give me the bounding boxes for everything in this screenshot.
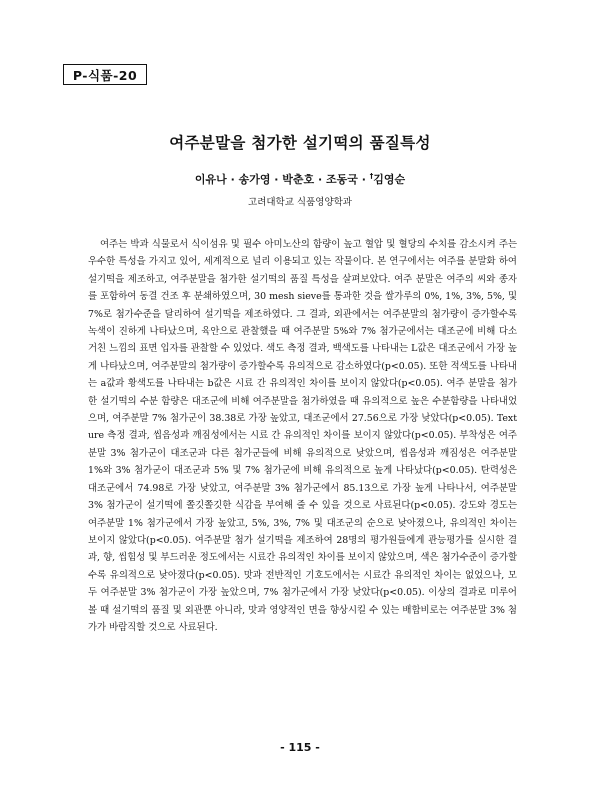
corresponding-author-mark: † (369, 172, 374, 180)
authors-main: 이유나 · 송가영 · 박춘호 · 조동국 · (194, 173, 370, 186)
abstract-body: 여주는 박과 식물로서 식이섬유 및 필수 아미노산의 함량이 높고 혈압 및 혈당의 수치를 감소시켜 주는 우수한 특성을 가지고 있어, 세계적으로 널리 이용되고 있는 작물이다. 본 연구에서는 여주를 분말화 하여 설기떡을 제조하고, 여주분말을 첨가한 설기떡의 품질 특성을 살펴보았다. 여주 분말은 여주의 씨와 종자를 포함하여 동결 건조 후 분쇄하였으며, 30 mesh sieve를 통과한 것을 쌀가루의 0%, 1%, 3%, 5%, 및 7%로 첨가수준을 달리하여 설기떡을 제조하였다. 그 결과, 외관에서는 여주분말의 첨가량이 증가할수록 녹색이 진하게 나타났으며, 육안으로 관찰했을 때 여주분말 5%와 7% 첨가군에서는 대조군에 비해 다소 거친 느낌의 표면 입자를 관찰할 수 있었다. 색도 측정 결과, 백색도를 나타내는 L값은 대조군에서 가장 높게 나타났으며, 여주분말의 첨가량이 증가할수록 유의적으로 감소하였다(p<0.05). 또한 적색도를 나타내는 a값과 황색도를 나타내는 b값은 시료 간 유의적인 차이를 보이지 않았다(p<0.05). 여주 분말을 첨가한 설기떡의 수분 함량은 대조군에 비해 여주분말을 첨가하였을 때 유의적으로 높은 수분함량을 나타내었으며, 여주분말 7% 첨가군이 38.38로 가장 높았고, 대조군에서 27.56으로 가장 낮았다(p<0.05). Texture 측정 결과, 씹음성과 깨짐성에서는 시료 간 유의적인 차이를 보이지 않았다(p<0.05). 부착성은 여주분말 3% 첨가군이 대조군과 다른 첨가군들에 비해 유의적으로 낮았으며, 씹음성과 깨짐성은 여주분말 1%와 3% 첨가군이 대조군과 5% 및 7% 첨가군에 비해 유의적으로 높게 나타났다(p<0.05). 탄력성은 대조군에서 74.98로 가장 낮았고, 여주분말 3% 첨가군에서 85.13으로 가장 높게 나타나서, 여주분말 3% 첨가군이 설기떡에 쫄깃쫄깃한 식감을 부여해 줄 수 있을 것으로 사료된다(p<0.05). 강도와 경도는 여주분말 1% 첨가군에서 가장 높았고, 5%, 3%, 7% 및 대조군의 순으로 낮아졌으나, 유의적인 차이는 보이지 않았다(p<0.05). 여주분말 첨가 설기떡을 제조하여 28명의 평가원들에게 관능평가를 실시한 결과, 향, 씹힘성 및 부드러운 정도에서는 시료간 유의적인 차이를 보이지 않았으며, 색은 첨가수준이 증가할수록 유의적으로 낮아졌다(p<0.05). 맛과 전반적인 기호도에서는 시료간 유의적인 차이는 없었으나, 모두 여주분말 3% 첨가군이 가장 높았으며, 7% 첨가군에서 가장 낮았다(p<0.05). 이상의 결과로 미루어 볼 때 설기떡의 품질 및 외관뿐 아니라, 맛과 영양적인 면을 향상시킬 수 있는 배합비로는 여주분말 3% 첨가가 바람직할 것으로 사료된다. (88, 239, 517, 633)
affiliation: 고려대학교 식품영양학과 (248, 197, 352, 208)
corresponding-author: 김영순 (373, 173, 406, 186)
page-number: - 115 - (280, 741, 320, 754)
session-tag: P-식품-20 (63, 64, 147, 85)
author-list (0, 171, 600, 187)
paper-title: 여주분말을 첨가한 설기떡의 품질특성 (169, 134, 431, 152)
